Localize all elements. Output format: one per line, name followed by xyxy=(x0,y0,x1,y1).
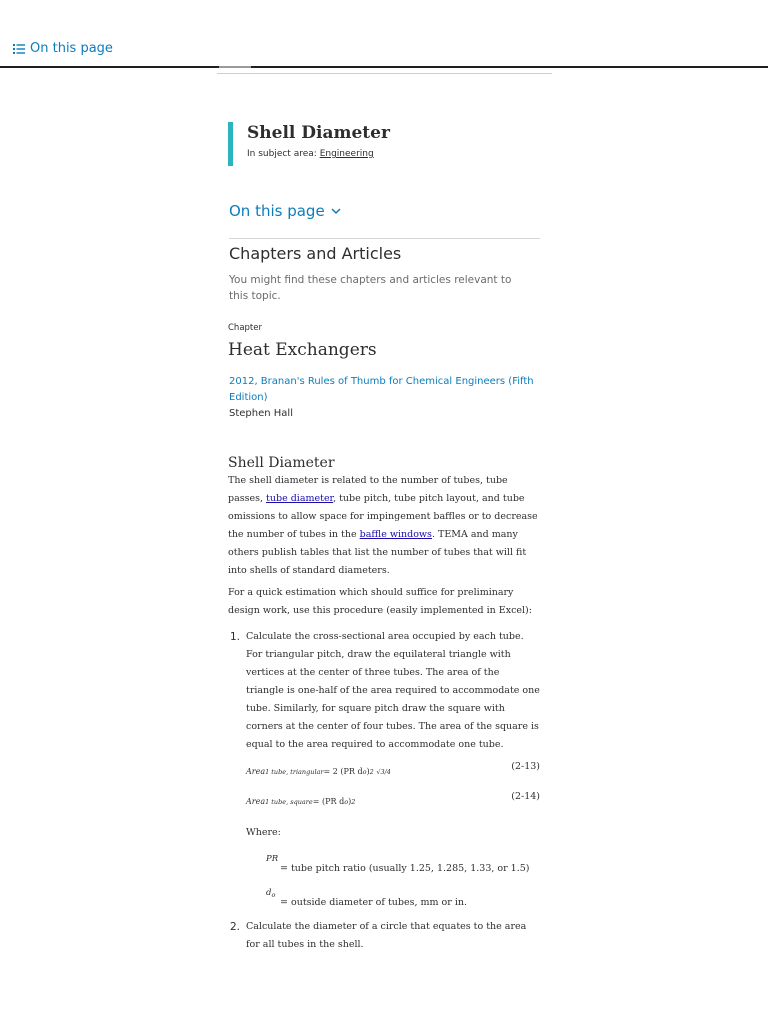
definition-symbol: PR xyxy=(266,854,279,864)
definition-pr xyxy=(266,850,540,884)
list-item xyxy=(228,918,540,954)
equation-term: ) xyxy=(366,767,370,776)
paragraph-text: , tube pitch, tube pitch layout, and tube omissions to allow space for impingement baffles or to decrease the number of tubes in the xyxy=(228,493,538,540)
definition-text: = outside diameter of tubes, mm or in. xyxy=(280,897,467,908)
toc-toggle-button[interactable] xyxy=(13,41,113,56)
article-excerpt xyxy=(228,454,540,954)
on-this-page-dropdown[interactable] xyxy=(229,202,341,220)
definition-do xyxy=(266,884,540,918)
chevron-down-icon xyxy=(331,208,341,215)
definition-symbol-subscript: o xyxy=(271,891,276,899)
top-bar xyxy=(0,0,768,68)
equation-term: = 2 (PR d xyxy=(323,767,363,776)
equation-subscript: o xyxy=(344,798,349,806)
equation-2-13 xyxy=(246,760,540,784)
list-item-text: Calculate the cross-sectional area occupied by each tube. For triangular pitch, draw the equilateral triangle with vertices at the center of three tubes. The area of the triangle is one-half of the area required to accommodate one tube. Similarly, for square pitch draw the square with corners at the center of four tubes. The area of the square is equal to the area required to accommodate one tube. xyxy=(246,631,540,750)
equation-term: Area xyxy=(246,767,266,776)
definition-text: = tube pitch ratio (usually 1.25, 1.285, 1.33, or 1.5) xyxy=(280,863,530,874)
equation-term: ) xyxy=(348,797,352,806)
list-number: 1. xyxy=(230,631,241,643)
baffle-windows-link[interactable]: baffle windows xyxy=(359,529,432,540)
chapters-description: You might find these chapters and articles relevant to this topic. xyxy=(229,274,512,302)
topic-header xyxy=(228,122,390,166)
equation-number: (2-14) xyxy=(511,791,540,802)
equation-subscript: 1 tube, square xyxy=(265,798,313,806)
article-heading: Shell Diameter xyxy=(228,455,335,471)
equation-subscript: 1 tube, triangular xyxy=(265,768,324,776)
on-this-page-label: On this page xyxy=(229,202,325,220)
equation-superscript: 2 xyxy=(351,798,356,806)
equation-term: Area xyxy=(246,797,266,806)
list-item xyxy=(228,628,540,754)
chapter-title: Heat Exchangers xyxy=(228,340,377,360)
subject-area xyxy=(247,149,390,159)
chapter-source-link[interactable]: 2012, Branan's Rules of Thumb for Chemical Engineers (Fifth Edition) xyxy=(229,376,534,403)
section-divider xyxy=(229,238,540,239)
equation-subscript: o xyxy=(362,768,367,776)
list-number: 2. xyxy=(230,921,241,933)
header-divider xyxy=(217,73,552,74)
definition-symbol-base: d xyxy=(266,888,272,898)
equation-2-14 xyxy=(246,790,540,814)
subject-area-link[interactable]: Engineering xyxy=(319,149,374,159)
clipped-content-fragment xyxy=(219,66,251,68)
page-title: Shell Diameter xyxy=(247,123,390,143)
where-label: Where: xyxy=(246,827,281,838)
equation-superscript: 2 xyxy=(369,768,374,776)
paragraph-text: . TEMA and many others publish tables that list the number of tubes that will fit into shells of standard diameters. xyxy=(228,529,527,576)
article-paragraph xyxy=(228,472,540,580)
subject-area-prefix: In subject area: xyxy=(247,149,317,159)
equation-number: (2-13) xyxy=(511,761,540,772)
tube-diameter-link[interactable]: tube diameter xyxy=(266,493,334,504)
toc-toggle-label: On this page xyxy=(30,41,113,56)
article-paragraph: For a quick estimation which should suffice for preliminary design work, use this procedure (easily implemented in Excel): xyxy=(228,587,532,616)
equation-fraction: √3/4 xyxy=(376,768,391,776)
definition-symbol xyxy=(266,884,275,904)
chapter-author: Stephen Hall xyxy=(229,408,293,419)
chapters-heading: Chapters and Articles xyxy=(229,244,402,263)
list-icon xyxy=(13,44,25,54)
content-type-label: Chapter xyxy=(228,323,262,333)
equation-term: = (PR d xyxy=(312,797,345,806)
list-item-text: Calculate the diameter of a circle that equates to the area for all tubes in the shell. xyxy=(246,921,527,950)
paragraph-text: The shell diameter is related to the number of tubes, tube passes, xyxy=(228,475,508,504)
